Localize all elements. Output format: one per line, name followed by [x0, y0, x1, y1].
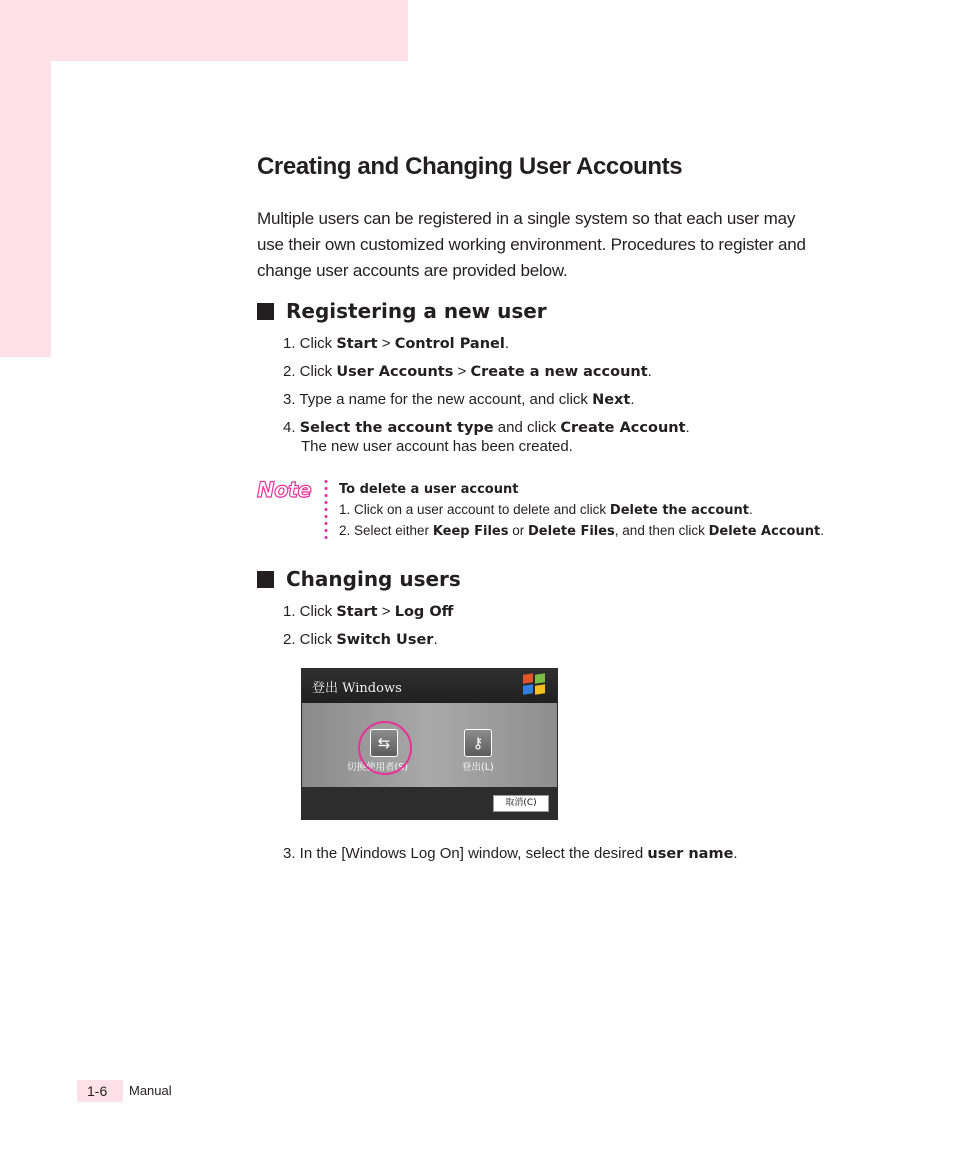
step-item — [283, 414, 857, 456]
key-icon[interactable]: ⚷ — [464, 729, 492, 757]
step-bold: Start — [336, 604, 378, 620]
step-result-text: The new user account has been created. — [301, 438, 573, 455]
step-text: 1. Click — [283, 603, 337, 620]
step-text: > — [453, 363, 471, 380]
registering-steps — [257, 330, 857, 456]
footer-label: Manual — [129, 1083, 172, 1098]
step-bold: user name — [647, 846, 734, 862]
note-body — [339, 480, 859, 542]
step-text: 3. In the [Windows Log On] window, select the desired — [283, 845, 648, 862]
note-text: , and then click — [614, 523, 709, 538]
dialog-footer — [302, 787, 557, 819]
step-text: . — [504, 335, 510, 352]
section-heading-text: Registering a new user — [286, 299, 547, 323]
logoff-label[interactable]: 登出(L) — [462, 762, 494, 773]
step-item — [283, 840, 857, 868]
step-item — [283, 386, 857, 414]
step-text: 4. — [283, 419, 300, 436]
dialog-titlebar — [302, 669, 557, 703]
step-text: . — [647, 363, 652, 380]
note-text: 1. Click on a user account to delete and click — [339, 502, 610, 517]
note-text: . — [749, 502, 753, 517]
step-item — [283, 626, 857, 654]
page-number: 1-6 — [77, 1080, 123, 1102]
note-title: To delete a user account — [339, 482, 519, 497]
note-line — [339, 521, 859, 542]
step-bold: Create a new account — [470, 364, 648, 380]
changing-steps — [257, 598, 857, 654]
step-bold: Log Off — [394, 604, 454, 620]
step-text: 2. Click — [283, 363, 337, 380]
changing-steps-continued — [257, 840, 857, 868]
side-band — [0, 0, 51, 357]
step-bold: Control Panel — [394, 336, 505, 352]
note-text: or — [508, 523, 528, 538]
note-bold: Delete Account — [708, 524, 821, 539]
step-text: . — [433, 631, 438, 648]
bullet-square-icon — [257, 571, 274, 588]
step-text: . — [685, 419, 690, 436]
dialog-body — [302, 703, 557, 787]
cancel-button[interactable]: 取消(C) — [493, 795, 549, 812]
header-band — [0, 0, 408, 61]
page-content — [257, 150, 857, 868]
step-text: > — [377, 603, 395, 620]
step-text: 1. Click — [283, 335, 337, 352]
step-text: and click — [493, 419, 561, 436]
intro-paragraph: Multiple users can be registered in a single system so that each user may use their own customized working environment. Procedures to register and change user accounts are provided below. — [257, 209, 806, 280]
note-divider — [324, 478, 328, 542]
note-bold: Delete Files — [528, 524, 615, 539]
note-bold: Delete the account — [609, 503, 749, 518]
step-bold: Switch User — [336, 632, 434, 648]
step-bold: Next — [592, 392, 631, 408]
dialog-title: 登出 Windows — [312, 681, 402, 696]
step-item — [283, 330, 857, 358]
section-heading-text: Changing users — [286, 567, 461, 591]
note-bold: Keep Files — [432, 524, 509, 539]
step-item — [283, 598, 857, 626]
section-registering — [257, 296, 857, 326]
bullet-square-icon — [257, 303, 274, 320]
note-box — [257, 478, 857, 548]
switch-user-label[interactable]: 切換使用者(S) — [347, 762, 408, 773]
step-text: . — [733, 845, 738, 862]
page-title: Creating and Changing User Accounts — [257, 153, 683, 180]
section-changing — [257, 564, 857, 594]
step-bold: Create Account — [560, 420, 686, 436]
switch-user-icon[interactable]: ⇆ — [370, 729, 398, 757]
note-text: 2. Select either — [339, 523, 433, 538]
note-line — [339, 500, 859, 521]
logoff-dialog-screenshot — [301, 668, 558, 820]
step-text: 3. Type a name for the new account, and click — [283, 391, 593, 408]
step-bold: User Accounts — [336, 364, 454, 380]
step-bold: Start — [336, 336, 378, 352]
step-bold: Select the account type — [299, 420, 494, 436]
step-text: . — [630, 391, 635, 408]
note-badge: Note — [257, 478, 312, 502]
note-text: . — [820, 523, 824, 538]
highlight-circle — [358, 721, 412, 775]
step-text: > — [377, 335, 395, 352]
step-text: 2. Click — [283, 631, 337, 648]
step-item — [283, 358, 857, 386]
windows-logo-icon — [523, 674, 547, 696]
